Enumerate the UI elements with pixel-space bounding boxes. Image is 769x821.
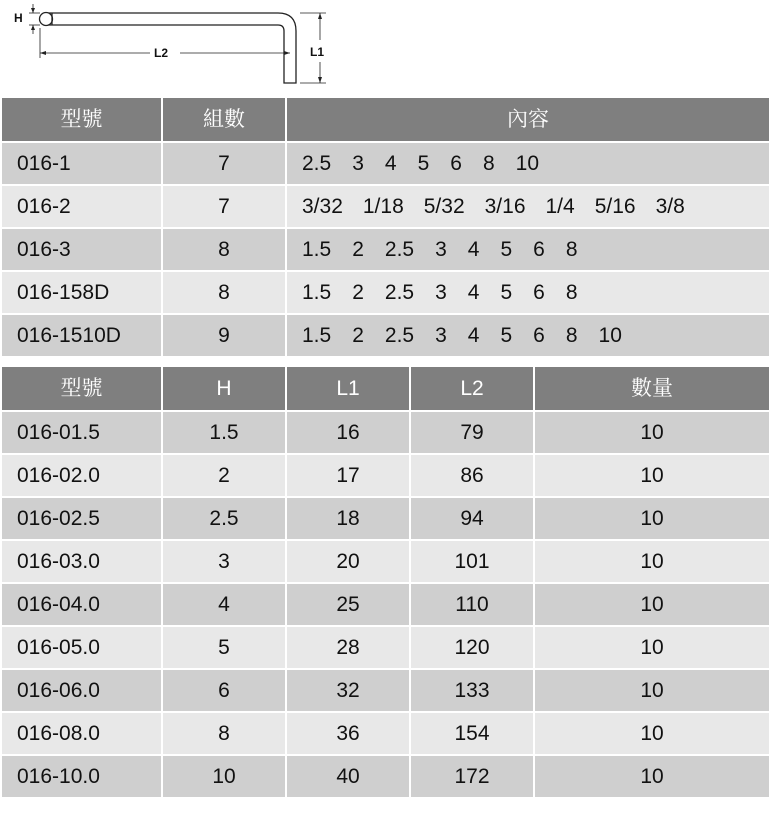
model-cell: 016-2 xyxy=(1,185,162,228)
size-value: 4 xyxy=(467,281,480,304)
size-value: 2 xyxy=(352,238,364,261)
l1-cell: 40 xyxy=(286,755,410,798)
size-value: 2 xyxy=(352,281,364,304)
l2-cell: 120 xyxy=(410,626,534,669)
size-value: 2.5 xyxy=(384,238,415,261)
model-cell: 016-02.5 xyxy=(1,497,162,540)
h-cell: 4 xyxy=(162,583,286,626)
h-cell: 3 xyxy=(162,540,286,583)
size-value: 2.5 xyxy=(384,324,415,347)
table-row xyxy=(1,497,769,540)
h-cell: 1.5 xyxy=(162,411,286,454)
l1-cell: 16 xyxy=(286,411,410,454)
table-row xyxy=(1,540,769,583)
model-cell: 016-02.0 xyxy=(1,454,162,497)
header-model: 型號 xyxy=(1,366,162,411)
table-row xyxy=(1,669,769,712)
size-value: 2.5 xyxy=(384,281,415,304)
table-row xyxy=(1,314,769,357)
h-cell: 5 xyxy=(162,626,286,669)
items-table xyxy=(0,365,769,799)
header-l1: L1 xyxy=(286,366,410,411)
size-value: 4 xyxy=(467,324,480,347)
l2-cell: 154 xyxy=(410,712,534,755)
size-value: 10 xyxy=(515,152,539,175)
h-cell: 2 xyxy=(162,454,286,497)
size-value: 8 xyxy=(482,152,495,175)
quantity-cell: 10 xyxy=(534,712,769,755)
table-row xyxy=(1,271,769,314)
l1-cell: 32 xyxy=(286,669,410,712)
size-value: 3 xyxy=(435,281,447,304)
count-cell: 8 xyxy=(162,228,286,271)
size-value: 8 xyxy=(565,238,578,261)
h-cell: 6 xyxy=(162,669,286,712)
contents-cell xyxy=(286,314,769,357)
table-row xyxy=(1,454,769,497)
size-value: 5/16 xyxy=(594,195,636,218)
l2-cell: 101 xyxy=(410,540,534,583)
h-cell: 2.5 xyxy=(162,497,286,540)
model-cell: 016-1 xyxy=(1,142,162,185)
count-cell: 7 xyxy=(162,142,286,185)
hex-key-diagram xyxy=(0,0,769,96)
size-value: 2 xyxy=(352,324,364,347)
quantity-cell: 10 xyxy=(534,583,769,626)
size-value: 1/4 xyxy=(545,195,575,218)
count-cell: 9 xyxy=(162,314,286,357)
count-cell: 8 xyxy=(162,271,286,314)
model-cell: 016-1510D xyxy=(1,314,162,357)
table-row xyxy=(1,185,769,228)
quantity-cell: 10 xyxy=(534,411,769,454)
size-value: 4 xyxy=(467,238,480,261)
quantity-cell: 10 xyxy=(534,755,769,798)
size-value: 8 xyxy=(565,324,578,347)
header-h: H xyxy=(162,366,286,411)
size-value: 1.5 xyxy=(302,281,332,304)
header-count: 組數 xyxy=(162,97,286,142)
model-cell: 016-05.0 xyxy=(1,626,162,669)
quantity-cell: 10 xyxy=(534,454,769,497)
size-value: 1.5 xyxy=(302,238,332,261)
h-dimension-label: H xyxy=(14,11,23,25)
size-value: 2.5 xyxy=(302,152,332,175)
contents-cell xyxy=(286,228,769,271)
model-cell: 016-04.0 xyxy=(1,583,162,626)
l1-cell: 28 xyxy=(286,626,410,669)
header-quantity: 數量 xyxy=(534,366,769,411)
table-row xyxy=(1,626,769,669)
model-cell: 016-08.0 xyxy=(1,712,162,755)
size-value: 1.5 xyxy=(302,324,332,347)
quantity-cell: 10 xyxy=(534,497,769,540)
l1-cell: 18 xyxy=(286,497,410,540)
size-value: 3/32 xyxy=(302,195,343,218)
table-row xyxy=(1,142,769,185)
size-value: 8 xyxy=(565,281,578,304)
header-contents: 內容 xyxy=(286,97,769,142)
size-value: 6 xyxy=(533,281,545,304)
h-cell: 8 xyxy=(162,712,286,755)
size-value: 6 xyxy=(533,324,545,347)
header-l2: L2 xyxy=(410,366,534,411)
model-cell: 016-10.0 xyxy=(1,755,162,798)
l1-cell: 17 xyxy=(286,454,410,497)
l2-cell: 86 xyxy=(410,454,534,497)
model-cell: 016-03.0 xyxy=(1,540,162,583)
model-cell: 016-06.0 xyxy=(1,669,162,712)
contents-cell xyxy=(286,142,769,185)
l2-cell: 172 xyxy=(410,755,534,798)
size-value: 10 xyxy=(598,324,622,347)
quantity-cell: 10 xyxy=(534,669,769,712)
l1-cell: 20 xyxy=(286,540,410,583)
size-value: 3/16 xyxy=(484,195,526,218)
l2-cell: 110 xyxy=(410,583,534,626)
size-value: 3 xyxy=(352,152,364,175)
model-cell: 016-3 xyxy=(1,228,162,271)
size-value: 3 xyxy=(435,324,447,347)
contents-cell xyxy=(286,185,769,228)
table-row xyxy=(1,755,769,798)
size-value: 6 xyxy=(533,238,545,261)
l1-dimension-label: L1 xyxy=(310,45,325,59)
size-value: 4 xyxy=(384,152,397,175)
size-value: 6 xyxy=(450,152,462,175)
size-value: 5 xyxy=(417,152,430,175)
sets-header-row xyxy=(1,97,769,142)
model-cell: 016-01.5 xyxy=(1,411,162,454)
quantity-cell: 10 xyxy=(534,540,769,583)
contents-cell xyxy=(286,271,769,314)
l2-cell: 133 xyxy=(410,669,534,712)
table-row xyxy=(1,228,769,271)
size-value: 5 xyxy=(500,324,513,347)
l2-cell: 79 xyxy=(410,411,534,454)
hex-key-drawing xyxy=(0,0,340,96)
quantity-cell: 10 xyxy=(534,626,769,669)
model-cell: 016-158D xyxy=(1,271,162,314)
count-cell: 7 xyxy=(162,185,286,228)
size-value: 3/8 xyxy=(655,195,685,218)
l1-cell: 36 xyxy=(286,712,410,755)
size-value: 5/32 xyxy=(423,195,465,218)
size-value: 1/18 xyxy=(362,195,404,218)
size-value: 5 xyxy=(500,281,513,304)
sets-table xyxy=(0,96,769,358)
table-row xyxy=(1,411,769,454)
header-model: 型號 xyxy=(1,97,162,142)
table-row xyxy=(1,583,769,626)
l2-dimension-label: L2 xyxy=(154,46,169,60)
table-row xyxy=(1,712,769,755)
h-cell: 10 xyxy=(162,755,286,798)
l2-cell: 94 xyxy=(410,497,534,540)
l1-cell: 25 xyxy=(286,583,410,626)
items-header-row xyxy=(1,366,769,411)
size-value: 5 xyxy=(500,238,513,261)
size-value: 3 xyxy=(435,238,447,261)
